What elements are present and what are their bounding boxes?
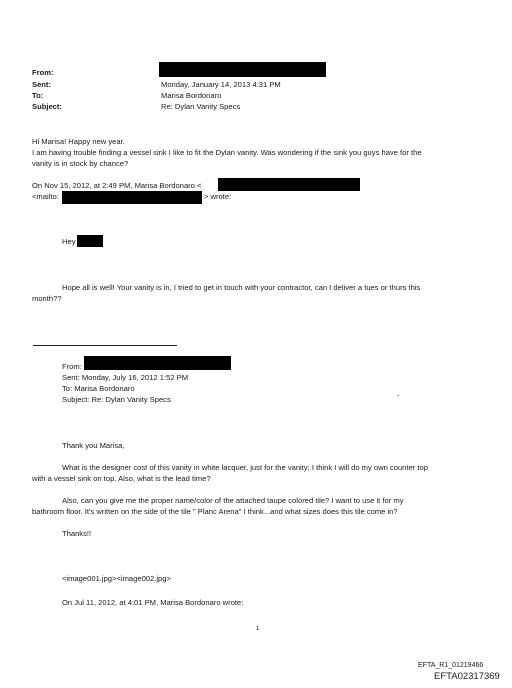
inner-para2-line1: Also, can you give me the proper name/color of the attached taupe colored tile? I want to use it for my bbox=[62, 496, 404, 505]
inner-para2-line2: bathroom floor. It's written on the side of the tile " Planc Arena" I think...and what sizes does this tile come in? bbox=[32, 507, 398, 516]
thanks-line: Thanks!! bbox=[62, 529, 92, 538]
redacted-inner-sender bbox=[84, 356, 231, 370]
inner-para1-line1: What is the designer cost of this vanity in white lacquer, just for the vanity; I think I will do my own counter top bbox=[62, 463, 428, 472]
inner-to: To: Marisa Bordonaro bbox=[62, 384, 135, 393]
redacted-email-2 bbox=[62, 191, 202, 204]
redacted-sender bbox=[159, 62, 326, 77]
inner-subject: Subject: Re: Dylan Vanity Specs bbox=[62, 395, 171, 404]
inner-para1-line2: with a vessel sink on top. Also, what is the lead time? bbox=[32, 474, 211, 483]
to-label: To: bbox=[32, 91, 44, 100]
sent-label: Sent: bbox=[32, 80, 51, 89]
from-label: From: bbox=[32, 68, 54, 77]
attachment-images: <image001.jpg><image002.jpg> bbox=[62, 574, 171, 583]
subject-label: Subject: bbox=[32, 102, 62, 111]
subject-value: Re: Dylan Vanity Specs bbox=[161, 102, 241, 111]
reply-line-1: Hope all is well! Your vanity is in, I tried to get in touch with your contractor, can I deliver a tues or thurs this bbox=[62, 283, 421, 292]
inner-sent: Sent: Monday, July 16, 2012 1:52 PM bbox=[62, 373, 189, 382]
hey-text: Hey bbox=[62, 237, 76, 246]
quote-header-1: On Nov 15, 2012, at 2:49 PM, Marisa Bordonaro < bbox=[32, 181, 202, 190]
thank-you-line: Thank you Marisa, bbox=[62, 441, 125, 450]
redacted-email-1 bbox=[218, 178, 360, 191]
redacted-name bbox=[77, 235, 103, 247]
bates-number-1: EFTA_R1_01219466 bbox=[418, 662, 484, 669]
to-value: Marisa Bordonaro bbox=[161, 91, 222, 100]
inner-from-label: From: bbox=[62, 362, 82, 371]
quote-mailto: <mailto: bbox=[32, 192, 59, 201]
sent-value: Monday, January 14, 2013 4:31 PM bbox=[161, 80, 281, 89]
greeting: Hi Marisa! Happy new year. bbox=[32, 137, 125, 146]
body-line-1: I am having trouble finding a vessel sink I like to fit the Dylan vanity. Was wondering if the sink you guys have for the bbox=[32, 148, 422, 157]
page-number: 1 bbox=[256, 626, 260, 632]
stray-dash: - bbox=[397, 391, 400, 400]
reply-line-2: month?? bbox=[32, 294, 62, 303]
separator-line bbox=[33, 345, 177, 346]
bates-number-2: EFTA02317369 bbox=[434, 671, 500, 682]
quote-header-2: On Jul 11, 2012, at 4:01 PM, Marisa Bordonaro wrote: bbox=[62, 598, 244, 607]
body-line-2: vanity is in stock by chance? bbox=[32, 159, 129, 168]
quote-wrote: > wrote: bbox=[204, 192, 232, 201]
